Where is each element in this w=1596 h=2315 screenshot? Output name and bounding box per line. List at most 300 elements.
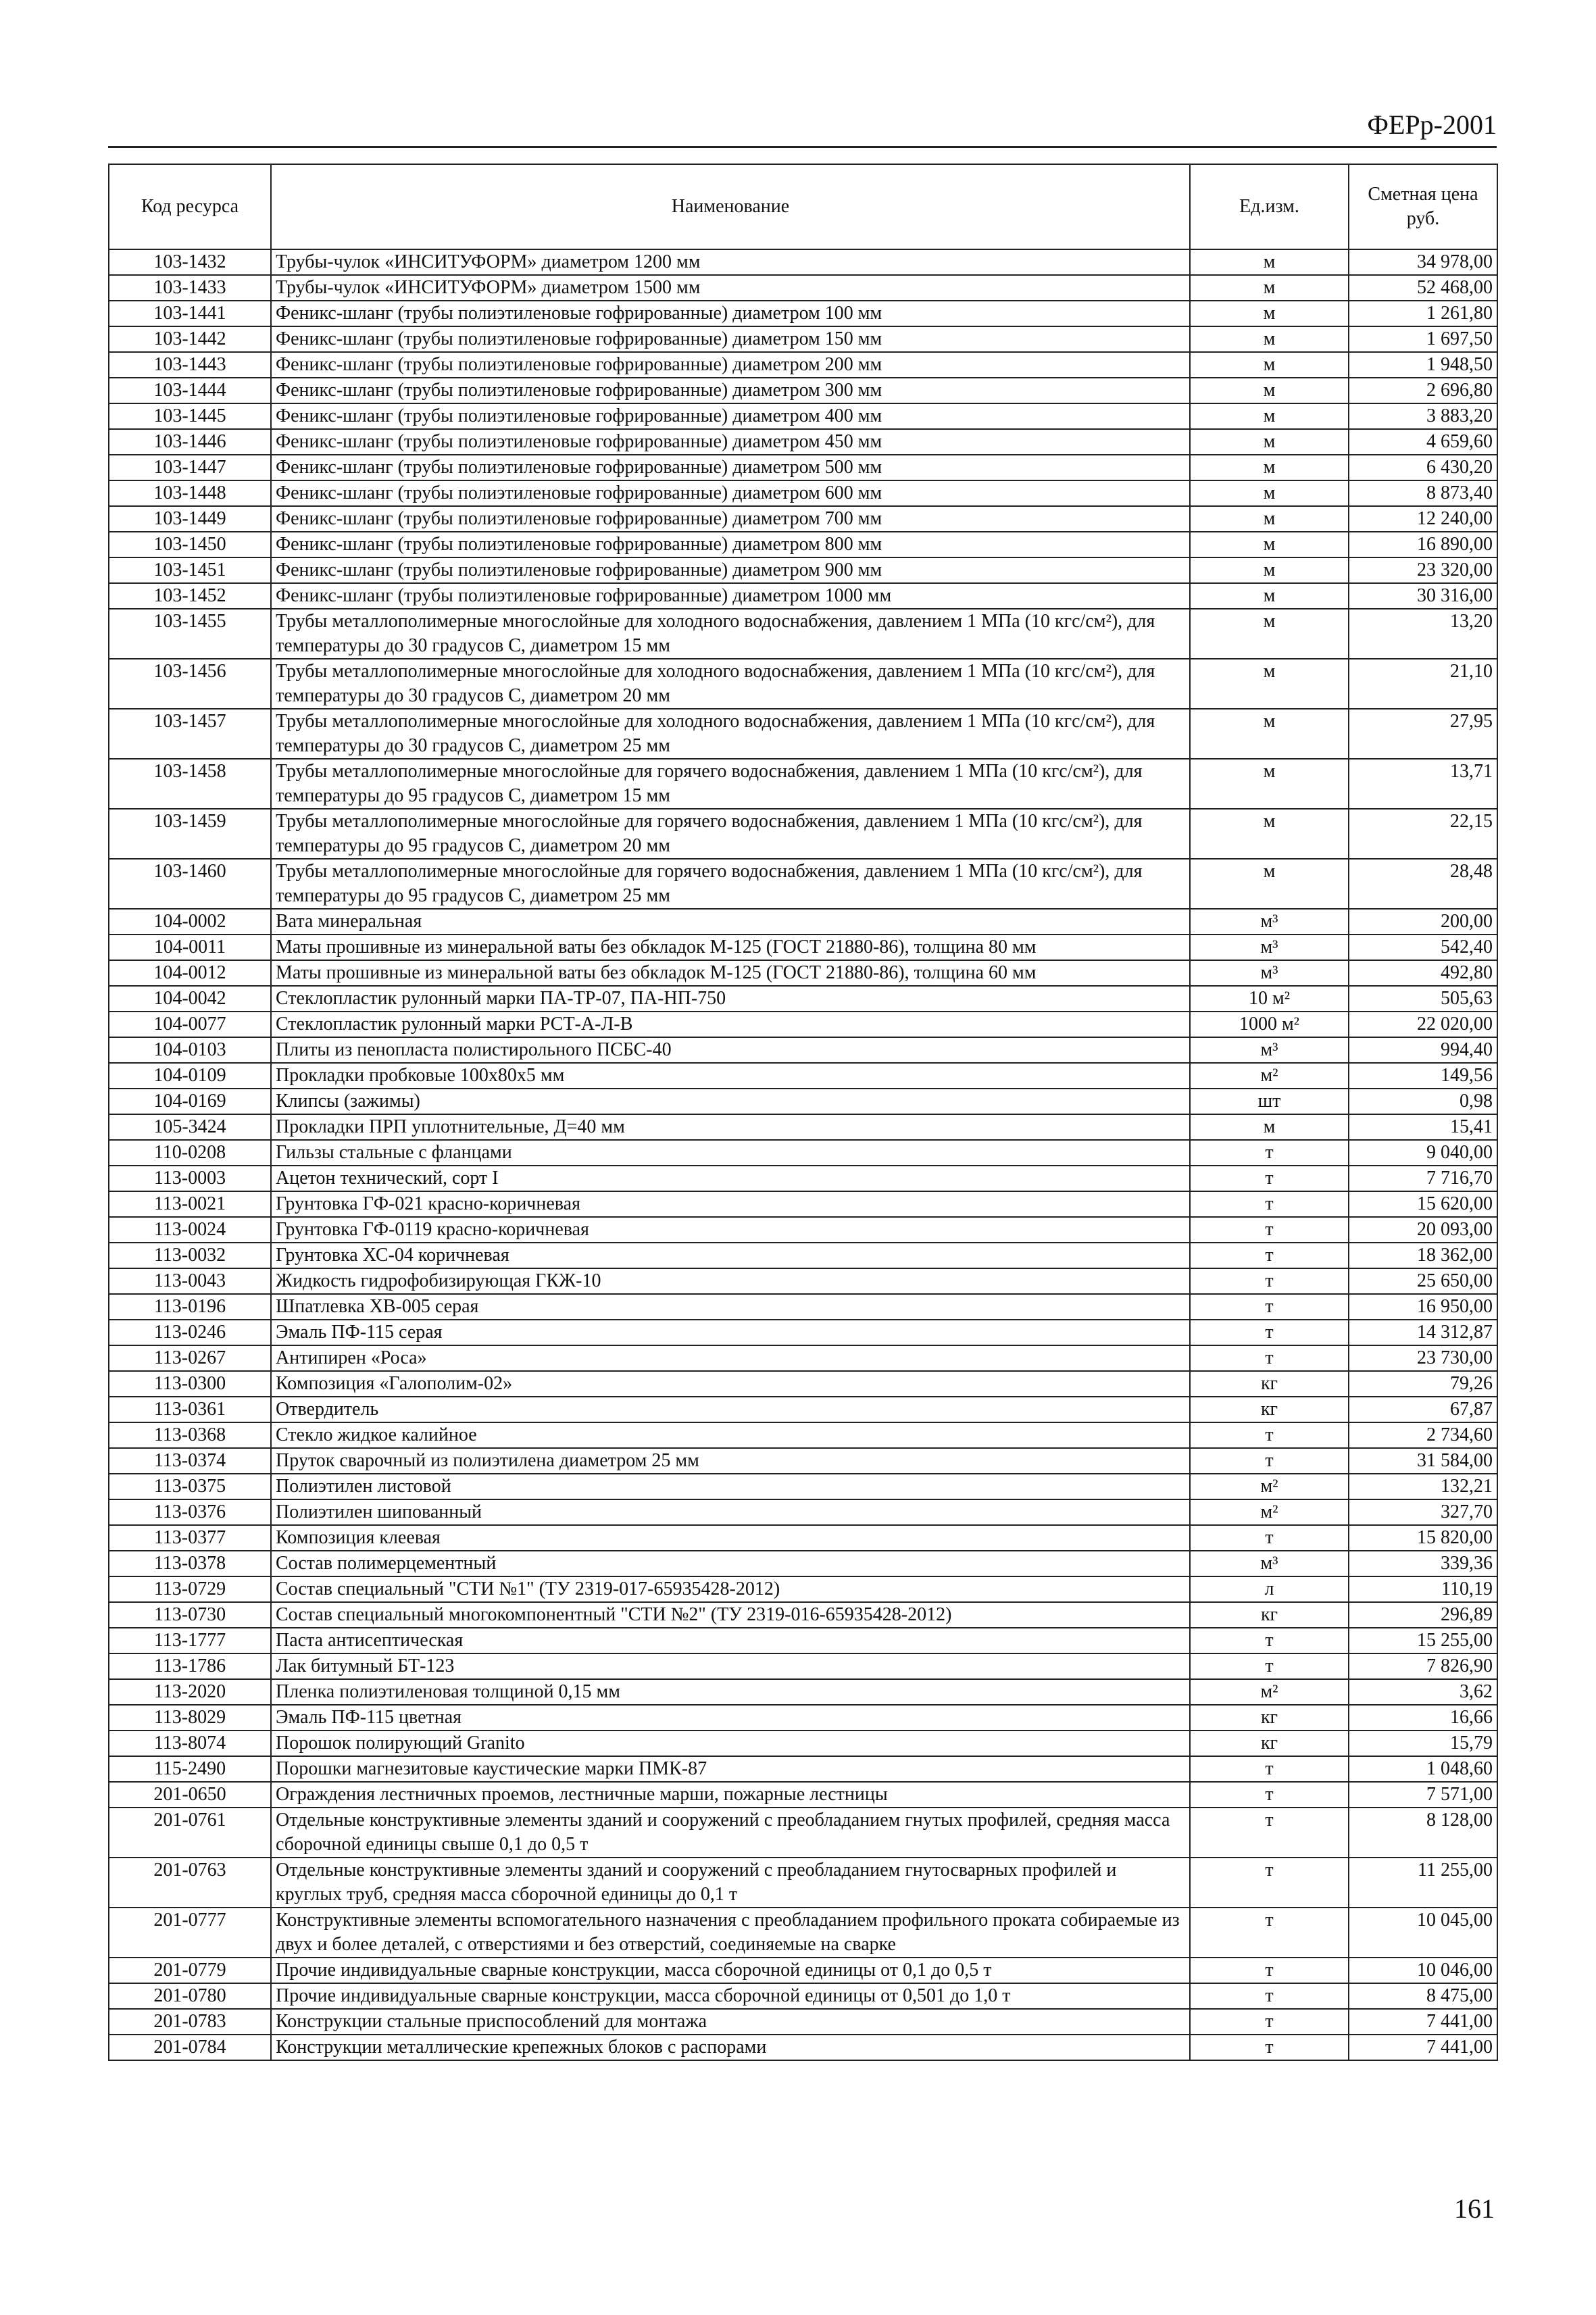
cell-name: Феникс-шланг (трубы полиэтиленовые гофрированные) диаметром 150 мм xyxy=(271,326,1190,352)
cell-name: Трубы металлополимерные многослойные для холодного водоснабжения, давлением 1 МПа (10 кгс/см²), для температуры до 30 градусов С, диаметром 20 мм xyxy=(271,659,1190,709)
cell-code: 201-0784 xyxy=(109,2035,271,2060)
cell-code: 103-1448 xyxy=(109,480,271,506)
table-row xyxy=(109,1012,1497,1037)
table-row xyxy=(109,2009,1497,2035)
cell-name: Маты прошивные из минеральной ваты без обкладок М-125 (ГОСТ 21880-86), толщина 60 мм xyxy=(271,960,1190,986)
table-row xyxy=(109,1808,1497,1858)
table-row xyxy=(109,1782,1497,1808)
cell-price: 8 475,00 xyxy=(1349,1983,1497,2009)
cell-unit: т xyxy=(1190,1808,1349,1858)
cell-code: 103-1459 xyxy=(109,809,271,859)
table-row xyxy=(109,1653,1497,1679)
cell-unit: кг xyxy=(1190,1705,1349,1731)
cell-code: 201-0780 xyxy=(109,1983,271,2009)
cell-unit: т xyxy=(1190,1653,1349,1679)
cell-name: Полиэтилен листовой xyxy=(271,1474,1190,1499)
cell-price: 67,87 xyxy=(1349,1397,1497,1422)
cell-unit: м xyxy=(1190,859,1349,909)
cell-price: 13,71 xyxy=(1349,759,1497,809)
cell-price: 6 430,20 xyxy=(1349,455,1497,480)
cell-unit: т xyxy=(1190,1294,1349,1320)
cell-code: 103-1460 xyxy=(109,859,271,909)
cell-price: 1 697,50 xyxy=(1349,326,1497,352)
cell-name: Эмаль ПФ-115 серая xyxy=(271,1320,1190,1345)
cell-code: 103-1444 xyxy=(109,378,271,403)
table-row xyxy=(109,1958,1497,1983)
table-row xyxy=(109,403,1497,429)
table-row xyxy=(109,429,1497,455)
cell-unit: т xyxy=(1190,1756,1349,1782)
cell-code: 103-1433 xyxy=(109,275,271,301)
table-row xyxy=(109,301,1497,326)
cell-unit: м³ xyxy=(1190,909,1349,935)
cell-price: 15,79 xyxy=(1349,1731,1497,1756)
cell-price: 28,48 xyxy=(1349,859,1497,909)
cell-code: 103-1443 xyxy=(109,352,271,378)
cell-code: 113-0300 xyxy=(109,1371,271,1397)
cell-name: Эмаль ПФ-115 цветная xyxy=(271,1705,1190,1731)
table-row xyxy=(109,1345,1497,1371)
cell-price: 1 948,50 xyxy=(1349,352,1497,378)
cell-code: 113-0368 xyxy=(109,1422,271,1448)
cell-code: 104-0109 xyxy=(109,1063,271,1089)
table-row xyxy=(109,1422,1497,1448)
cell-name: Трубы металлополимерные многослойные для горячего водоснабжения, давлением 1 МПа (10 кгс/см²), для температуры до 95 градусов С, диаметром 25 мм xyxy=(271,859,1190,909)
cell-unit: л xyxy=(1190,1576,1349,1602)
document-header xyxy=(108,107,1497,148)
cell-code: 113-0043 xyxy=(109,1268,271,1294)
cell-name: Феникс-шланг (трубы полиэтиленовые гофрированные) диаметром 300 мм xyxy=(271,378,1190,403)
cell-name: Ограждения лестничных проемов, лестничные марши, пожарные лестницы xyxy=(271,1782,1190,1808)
cell-name: Лак битумный БТ-123 xyxy=(271,1653,1190,1679)
cell-unit: т xyxy=(1190,1908,1349,1958)
cell-price: 52 468,00 xyxy=(1349,275,1497,301)
cell-unit: м xyxy=(1190,301,1349,326)
cell-name: Клипсы (зажимы) xyxy=(271,1089,1190,1114)
cell-code: 103-1449 xyxy=(109,506,271,532)
cell-unit: м xyxy=(1190,455,1349,480)
cell-name: Феникс-шланг (трубы полиэтиленовые гофрированные) диаметром 200 мм xyxy=(271,352,1190,378)
cell-code: 103-1452 xyxy=(109,583,271,609)
cell-price: 3 883,20 xyxy=(1349,403,1497,429)
cell-code: 201-0783 xyxy=(109,2009,271,2035)
cell-code: 103-1456 xyxy=(109,659,271,709)
table-row xyxy=(109,1089,1497,1114)
cell-code: 113-0378 xyxy=(109,1551,271,1576)
cell-name: Феникс-шланг (трубы полиэтиленовые гофрированные) диаметром 500 мм xyxy=(271,455,1190,480)
table-row xyxy=(109,532,1497,557)
cell-code: 110-0208 xyxy=(109,1140,271,1166)
cell-price: 12 240,00 xyxy=(1349,506,1497,532)
cell-price: 505,63 xyxy=(1349,986,1497,1012)
table-row xyxy=(109,1217,1497,1243)
cell-name: Жидкость гидрофобизирующая ГКЖ-10 xyxy=(271,1268,1190,1294)
cell-name: Стекло жидкое калийное xyxy=(271,1422,1190,1448)
cell-price: 16 890,00 xyxy=(1349,532,1497,557)
table-row xyxy=(109,557,1497,583)
cell-code: 103-1442 xyxy=(109,326,271,352)
cell-unit: шт xyxy=(1190,1089,1349,1114)
table-row xyxy=(109,2035,1497,2060)
cell-code: 113-0024 xyxy=(109,1217,271,1243)
cell-code: 103-1447 xyxy=(109,455,271,480)
cell-price: 200,00 xyxy=(1349,909,1497,935)
cell-name: Феникс-шланг (трубы полиэтиленовые гофрированные) диаметром 600 мм xyxy=(271,480,1190,506)
table-row xyxy=(109,378,1497,403)
cell-unit: т xyxy=(1190,1448,1349,1474)
cell-unit: м³ xyxy=(1190,935,1349,960)
table-row xyxy=(109,1705,1497,1731)
cell-name: Феникс-шланг (трубы полиэтиленовые гофрированные) диаметром 450 мм xyxy=(271,429,1190,455)
cell-price: 15,41 xyxy=(1349,1114,1497,1140)
table-row xyxy=(109,986,1497,1012)
cell-price: 16 950,00 xyxy=(1349,1294,1497,1320)
table-row xyxy=(109,1731,1497,1756)
cell-name: Стеклопластик рулонный марки РСТ-А-Л-В xyxy=(271,1012,1190,1037)
table-row xyxy=(109,1320,1497,1345)
cell-price: 1 261,80 xyxy=(1349,301,1497,326)
cell-price: 7 571,00 xyxy=(1349,1782,1497,1808)
table-row xyxy=(109,1756,1497,1782)
cell-price: 10 046,00 xyxy=(1349,1958,1497,1983)
cell-code: 113-1777 xyxy=(109,1628,271,1653)
cell-name: Пруток сварочный из полиэтилена диаметром 25 мм xyxy=(271,1448,1190,1474)
cell-name: Прокладки ПРП уплотнительные, Д=40 мм xyxy=(271,1114,1190,1140)
cell-name: Отдельные конструктивные элементы зданий и сооружений с преобладанием гнутосварных профилей и круглых труб, средняя масса сборочной единицы до 0,1 т xyxy=(271,1858,1190,1908)
cell-name: Шпатлевка ХВ-005 серая xyxy=(271,1294,1190,1320)
cell-price: 14 312,87 xyxy=(1349,1320,1497,1345)
cell-name: Феникс-шланг (трубы полиэтиленовые гофрированные) диаметром 100 мм xyxy=(271,301,1190,326)
cell-price: 542,40 xyxy=(1349,935,1497,960)
cell-code: 113-0003 xyxy=(109,1166,271,1191)
cell-code: 103-1457 xyxy=(109,709,271,759)
cell-name: Гильзы стальные с фланцами xyxy=(271,1140,1190,1166)
cell-price: 8 873,40 xyxy=(1349,480,1497,506)
cell-name: Конструктивные элементы вспомогательного назначения с преобладанием профильного проката собираемые из двух и более деталей, с отверстиями и без отверстий, соединяемые на сварке xyxy=(271,1908,1190,1958)
cell-code: 103-1441 xyxy=(109,301,271,326)
cell-code: 104-0169 xyxy=(109,1089,271,1114)
table-row xyxy=(109,1525,1497,1551)
table-row xyxy=(109,1679,1497,1705)
cell-code: 104-0103 xyxy=(109,1037,271,1063)
cell-name: Прочие индивидуальные сварные конструкции, масса сборочной единицы от 0,1 до 0,5 т xyxy=(271,1958,1190,1983)
table-row xyxy=(109,609,1497,659)
cell-unit: м³ xyxy=(1190,960,1349,986)
table-row xyxy=(109,759,1497,809)
table-row xyxy=(109,1397,1497,1422)
cell-code: 113-0374 xyxy=(109,1448,271,1474)
cell-price: 7 826,90 xyxy=(1349,1653,1497,1679)
cell-name: Состав полимерцементный xyxy=(271,1551,1190,1576)
cell-code: 103-1450 xyxy=(109,532,271,557)
cell-unit: м xyxy=(1190,609,1349,659)
cell-code: 113-0375 xyxy=(109,1474,271,1499)
cell-price: 18 362,00 xyxy=(1349,1243,1497,1268)
header-price: Сметная цена руб. xyxy=(1349,164,1497,249)
cell-code: 115-2490 xyxy=(109,1756,271,1782)
cell-price: 8 128,00 xyxy=(1349,1808,1497,1858)
cell-code: 201-0779 xyxy=(109,1958,271,1983)
cell-code: 104-0002 xyxy=(109,909,271,935)
cell-name: Феникс-шланг (трубы полиэтиленовые гофрированные) диаметром 1000 мм xyxy=(271,583,1190,609)
cell-unit: т xyxy=(1190,1166,1349,1191)
cell-unit: м xyxy=(1190,709,1349,759)
cell-name: Феникс-шланг (трубы полиэтиленовые гофрированные) диаметром 400 мм xyxy=(271,403,1190,429)
cell-price: 21,10 xyxy=(1349,659,1497,709)
header-name: Наименование xyxy=(271,164,1190,249)
cell-price: 13,20 xyxy=(1349,609,1497,659)
cell-name: Порошки магнезитовые каустические марки ПМК-87 xyxy=(271,1756,1190,1782)
table-row xyxy=(109,859,1497,909)
cell-name: Порошок полирующий Granito xyxy=(271,1731,1190,1756)
table-row xyxy=(109,1243,1497,1268)
cell-name: Отвердитель xyxy=(271,1397,1190,1422)
cell-unit: т xyxy=(1190,1422,1349,1448)
cell-price: 9 040,00 xyxy=(1349,1140,1497,1166)
cell-price: 149,56 xyxy=(1349,1063,1497,1089)
cell-code: 113-1786 xyxy=(109,1653,271,1679)
cell-unit: т xyxy=(1190,1628,1349,1653)
cell-price: 7 441,00 xyxy=(1349,2009,1497,2035)
cell-price: 16,66 xyxy=(1349,1705,1497,1731)
cell-price: 79,26 xyxy=(1349,1371,1497,1397)
cell-unit: м xyxy=(1190,275,1349,301)
cell-name: Феникс-шланг (трубы полиэтиленовые гофрированные) диаметром 900 мм xyxy=(271,557,1190,583)
cell-code: 201-0777 xyxy=(109,1908,271,1958)
cell-price: 339,36 xyxy=(1349,1551,1497,1576)
table-row xyxy=(109,809,1497,859)
cell-price: 31 584,00 xyxy=(1349,1448,1497,1474)
cell-unit: т xyxy=(1190,2035,1349,2060)
cell-code: 113-0377 xyxy=(109,1525,271,1551)
cell-unit: м² xyxy=(1190,1474,1349,1499)
cell-unit: т xyxy=(1190,1983,1349,2009)
cell-code: 103-1455 xyxy=(109,609,271,659)
cell-price: 22 020,00 xyxy=(1349,1012,1497,1037)
cell-price: 7 716,70 xyxy=(1349,1166,1497,1191)
cell-unit: м xyxy=(1190,659,1349,709)
table-row xyxy=(109,909,1497,935)
cell-code: 113-0267 xyxy=(109,1345,271,1371)
table-row xyxy=(109,1140,1497,1166)
cell-code: 103-1451 xyxy=(109,557,271,583)
table-row xyxy=(109,1551,1497,1576)
cell-name: Ацетон технический, сорт I xyxy=(271,1166,1190,1191)
cell-unit: кг xyxy=(1190,1602,1349,1628)
cell-unit: м xyxy=(1190,249,1349,275)
cell-code: 201-0761 xyxy=(109,1808,271,1858)
cell-name: Конструкции металлические крепежных блоков с распорами xyxy=(271,2035,1190,2060)
cell-price: 15 255,00 xyxy=(1349,1628,1497,1653)
cell-unit: м³ xyxy=(1190,1551,1349,1576)
table-body xyxy=(109,249,1497,2060)
table-row xyxy=(109,1628,1497,1653)
cell-unit: м xyxy=(1190,1114,1349,1140)
cell-price: 10 045,00 xyxy=(1349,1908,1497,1958)
cell-name: Грунтовка ГФ-0119 красно-коричневая xyxy=(271,1217,1190,1243)
cell-name: Конструкции стальные приспособлений для монтажа xyxy=(271,2009,1190,2035)
cell-price: 34 978,00 xyxy=(1349,249,1497,275)
cell-code: 113-0021 xyxy=(109,1191,271,1217)
cell-unit: м xyxy=(1190,378,1349,403)
cell-price: 11 255,00 xyxy=(1349,1858,1497,1908)
cell-price: 296,89 xyxy=(1349,1602,1497,1628)
cell-price: 110,19 xyxy=(1349,1576,1497,1602)
cell-code: 103-1445 xyxy=(109,403,271,429)
cell-name: Феникс-шланг (трубы полиэтиленовые гофрированные) диаметром 800 мм xyxy=(271,532,1190,557)
header-unit: Ед.изм. xyxy=(1190,164,1349,249)
cell-price: 27,95 xyxy=(1349,709,1497,759)
cell-name: Состав специальный многокомпонентный "СТИ №2" (ТУ 2319-016-65935428-2012) xyxy=(271,1602,1190,1628)
cell-name: Вата минеральная xyxy=(271,909,1190,935)
table-row xyxy=(109,480,1497,506)
cell-name: Феникс-шланг (трубы полиэтиленовые гофрированные) диаметром 700 мм xyxy=(271,506,1190,532)
cell-unit: м³ xyxy=(1190,1037,1349,1063)
cell-name: Трубы металлополимерные многослойные для горячего водоснабжения, давлением 1 МПа (10 кгс/см²), для температуры до 95 градусов С, диаметром 15 мм xyxy=(271,759,1190,809)
cell-name: Прочие индивидуальные сварные конструкции, масса сборочной единицы от 0,501 до 1,0 т xyxy=(271,1983,1190,2009)
cell-name: Стеклопластик рулонный марки ПА-ТР-07, ПА-НП-750 xyxy=(271,986,1190,1012)
table-row xyxy=(109,1371,1497,1397)
table-row xyxy=(109,1499,1497,1525)
cell-code: 113-0376 xyxy=(109,1499,271,1525)
cell-price: 30 316,00 xyxy=(1349,583,1497,609)
cell-price: 4 659,60 xyxy=(1349,429,1497,455)
cell-code: 113-0032 xyxy=(109,1243,271,1268)
cell-price: 2 696,80 xyxy=(1349,378,1497,403)
cell-unit: м² xyxy=(1190,1499,1349,1525)
cell-unit: т xyxy=(1190,1782,1349,1808)
cell-unit: м xyxy=(1190,429,1349,455)
cell-unit: т xyxy=(1190,1858,1349,1908)
cell-name: Паста антисептическая xyxy=(271,1628,1190,1653)
cell-code: 113-8029 xyxy=(109,1705,271,1731)
table-row xyxy=(109,935,1497,960)
table-row xyxy=(109,1166,1497,1191)
cell-code: 105-3424 xyxy=(109,1114,271,1140)
document-code: ФЕРр-2001 xyxy=(1367,109,1497,140)
cell-name: Грунтовка ХС-04 коричневая xyxy=(271,1243,1190,1268)
cell-name: Композиция клеевая xyxy=(271,1525,1190,1551)
table-row xyxy=(109,1191,1497,1217)
table-row xyxy=(109,506,1497,532)
cell-unit: м xyxy=(1190,557,1349,583)
table-row xyxy=(109,583,1497,609)
table-row xyxy=(109,326,1497,352)
cell-price: 327,70 xyxy=(1349,1499,1497,1525)
table-row xyxy=(109,1063,1497,1089)
cell-unit: м xyxy=(1190,480,1349,506)
cell-price: 15 820,00 xyxy=(1349,1525,1497,1551)
cell-unit: кг xyxy=(1190,1731,1349,1756)
cell-name: Состав специальный "СТИ №1" (ТУ 2319-017-65935428-2012) xyxy=(271,1576,1190,1602)
cell-unit: м² xyxy=(1190,1063,1349,1089)
cell-price: 23 730,00 xyxy=(1349,1345,1497,1371)
table-row xyxy=(109,1037,1497,1063)
cell-code: 104-0012 xyxy=(109,960,271,986)
cell-price: 25 650,00 xyxy=(1349,1268,1497,1294)
cell-name: Композиция «Галополим-02» xyxy=(271,1371,1190,1397)
table-row xyxy=(109,275,1497,301)
cell-code: 104-0077 xyxy=(109,1012,271,1037)
cell-code: 201-0650 xyxy=(109,1782,271,1808)
cell-code: 113-0730 xyxy=(109,1602,271,1628)
table-row xyxy=(109,1908,1497,1958)
cell-price: 20 093,00 xyxy=(1349,1217,1497,1243)
cell-unit: м xyxy=(1190,326,1349,352)
cell-code: 104-0042 xyxy=(109,986,271,1012)
cell-price: 0,98 xyxy=(1349,1089,1497,1114)
table-row xyxy=(109,709,1497,759)
cell-name: Отдельные конструктивные элементы зданий и сооружений с преобладанием гнутых профилей, средняя масса сборочной единицы свыше 0,1 до 0,5 т xyxy=(271,1808,1190,1858)
cell-name: Маты прошивные из минеральной ваты без обкладок М-125 (ГОСТ 21880-86), толщина 80 мм xyxy=(271,935,1190,960)
table-row xyxy=(109,1474,1497,1499)
cell-unit: 10 м² xyxy=(1190,986,1349,1012)
cell-unit: т xyxy=(1190,1243,1349,1268)
table-row xyxy=(109,249,1497,275)
cell-code: 103-1458 xyxy=(109,759,271,809)
cell-unit: м xyxy=(1190,352,1349,378)
cell-code: 113-2020 xyxy=(109,1679,271,1705)
cell-price: 1 048,60 xyxy=(1349,1756,1497,1782)
cell-price: 2 734,60 xyxy=(1349,1422,1497,1448)
cell-name: Плиты из пенопласта полистирольного ПСБС-40 xyxy=(271,1037,1190,1063)
table-header-row xyxy=(109,164,1497,249)
table-row xyxy=(109,1602,1497,1628)
cell-name: Полиэтилен шипованный xyxy=(271,1499,1190,1525)
cell-name: Трубы металлополимерные многослойные для холодного водоснабжения, давлением 1 МПа (10 кгс/см²), для температуры до 30 градусов С, диаметром 15 мм xyxy=(271,609,1190,659)
table-row xyxy=(109,1448,1497,1474)
cell-price: 994,40 xyxy=(1349,1037,1497,1063)
cell-unit: т xyxy=(1190,1345,1349,1371)
cell-unit: кг xyxy=(1190,1371,1349,1397)
cell-unit: т xyxy=(1190,1268,1349,1294)
cell-unit: т xyxy=(1190,1525,1349,1551)
cell-code: 103-1432 xyxy=(109,249,271,275)
cell-price: 492,80 xyxy=(1349,960,1497,986)
cell-name: Грунтовка ГФ-021 красно-коричневая xyxy=(271,1191,1190,1217)
cell-name: Трубы металлополимерные многослойные для горячего водоснабжения, давлением 1 МПа (10 кгс/см²), для температуры до 95 градусов С, диаметром 20 мм xyxy=(271,809,1190,859)
cell-name: Трубы-чулок «ИНСИТУФОРМ» диаметром 1200 мм xyxy=(271,249,1190,275)
cell-code: 104-0011 xyxy=(109,935,271,960)
cell-price: 132,21 xyxy=(1349,1474,1497,1499)
table-row xyxy=(109,455,1497,480)
table-row xyxy=(109,352,1497,378)
cell-unit: т xyxy=(1190,1140,1349,1166)
cell-name: Трубы-чулок «ИНСИТУФОРМ» диаметром 1500 мм xyxy=(271,275,1190,301)
cell-code: 113-8074 xyxy=(109,1731,271,1756)
cell-price: 22,15 xyxy=(1349,809,1497,859)
cell-unit: м xyxy=(1190,506,1349,532)
cell-price: 7 441,00 xyxy=(1349,2035,1497,2060)
cell-unit: м xyxy=(1190,403,1349,429)
table-row xyxy=(109,1294,1497,1320)
cell-name: Трубы металлополимерные многослойные для холодного водоснабжения, давлением 1 МПа (10 кгс/см²), для температуры до 30 градусов С, диаметром 25 мм xyxy=(271,709,1190,759)
cell-price: 3,62 xyxy=(1349,1679,1497,1705)
cell-code: 113-0246 xyxy=(109,1320,271,1345)
table-row xyxy=(109,960,1497,986)
cell-unit: т xyxy=(1190,1191,1349,1217)
cell-code: 201-0763 xyxy=(109,1858,271,1908)
cell-unit: м xyxy=(1190,583,1349,609)
cell-unit: м xyxy=(1190,759,1349,809)
cell-unit: м² xyxy=(1190,1679,1349,1705)
table-row xyxy=(109,1268,1497,1294)
cell-unit: т xyxy=(1190,1217,1349,1243)
cell-unit: м xyxy=(1190,809,1349,859)
table-row xyxy=(109,1576,1497,1602)
cell-name: Антипирен «Роса» xyxy=(271,1345,1190,1371)
cell-price: 23 320,00 xyxy=(1349,557,1497,583)
